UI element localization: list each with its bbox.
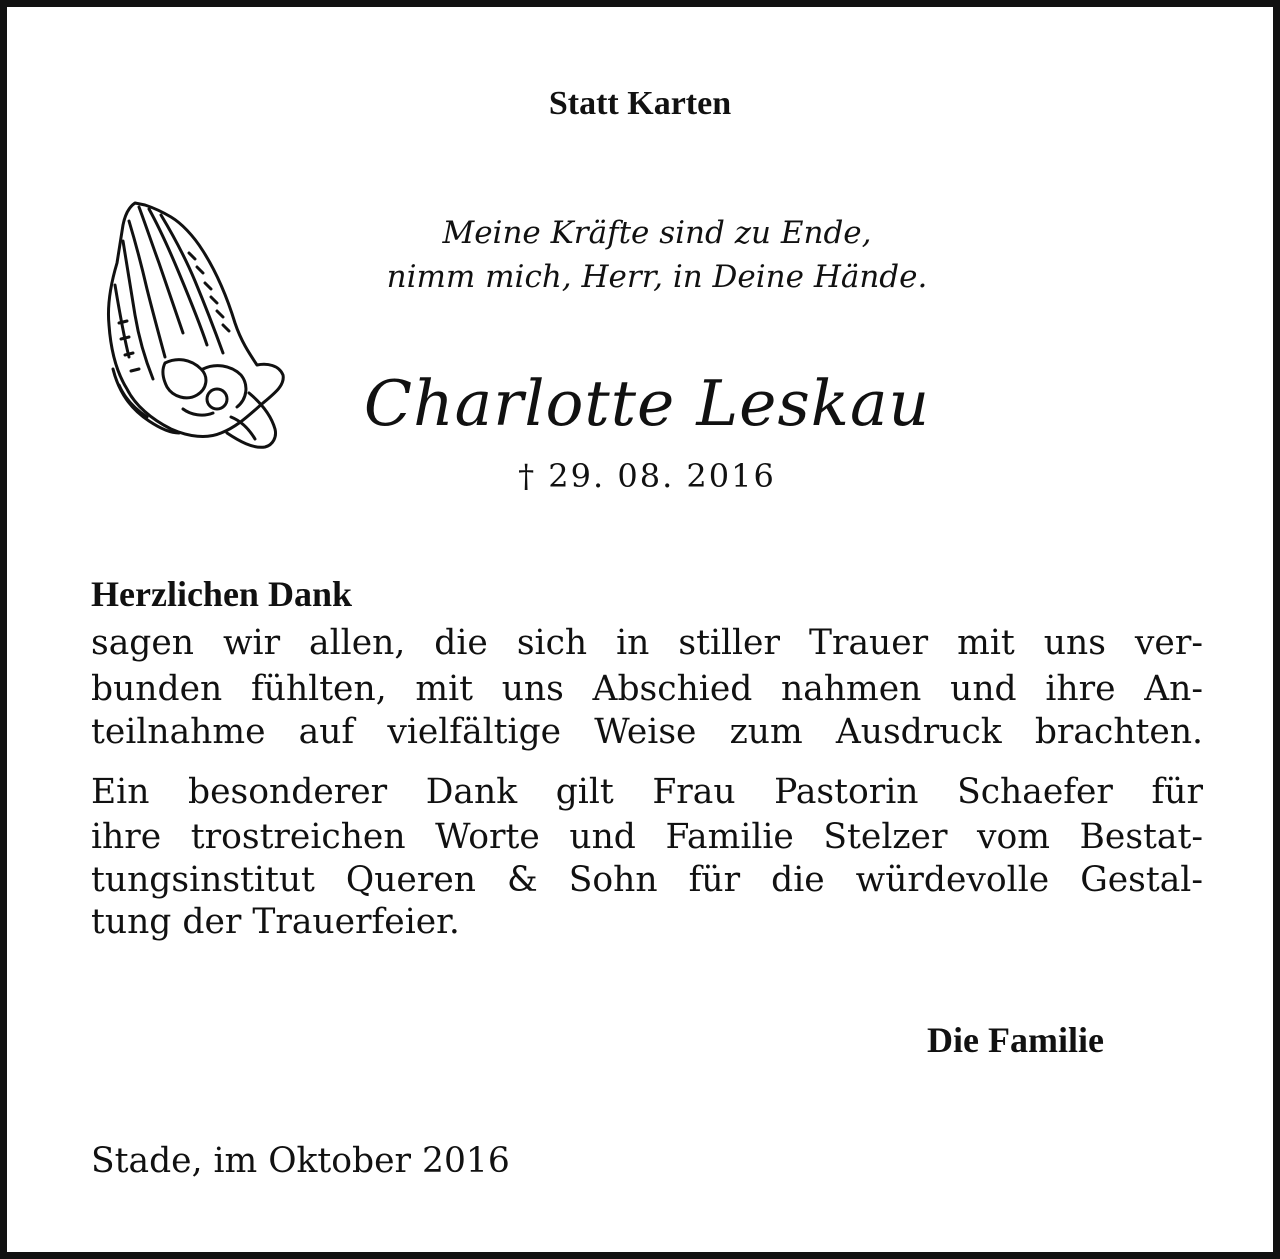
thanks-paragraph-1-line-1: sagen wir allen, die sich in stiller Trauer mit uns ver- [91, 623, 1203, 663]
thanks-paragraph-2-line-2: ihre trostreichen Worte und Familie Stelzer vom Bestat- [91, 817, 1203, 857]
death-date: † 29. 08. 2016 [518, 457, 776, 495]
thanks-paragraph-1-line-3: teilnahme auf vielfältige Weise zum Ausdruck brachten. [91, 712, 1203, 752]
thanks-paragraph-1-line-2: bunden fühlten, mit uns Abschied nahmen und ihre An- [91, 669, 1203, 709]
notice-header: Statt Karten [548, 85, 732, 122]
thanks-heading: Herzlichen Dank [91, 574, 352, 614]
thanks-paragraph-2-line-1: Ein besonderer Dank gilt Frau Pastorin Schaefer für [91, 772, 1203, 812]
thanks-paragraph-2-line-3: tungsinstitut Queren & Sohn für die würdevolle Gestal- [91, 860, 1203, 900]
thanks-paragraph-2-line-4: tung der Trauerfeier. [91, 902, 460, 942]
place-and-date: Stade, im Oktober 2016 [91, 1141, 510, 1181]
deceased-name: Charlotte Leskau [363, 367, 931, 440]
praying-hands-icon [99, 193, 289, 455]
signature: Die Familie [927, 1020, 1104, 1060]
verse-line-1: Meine Kräfte sind zu Ende, [442, 215, 872, 251]
verse-line-2: nimm mich, Herr, in Deine Hände. [386, 259, 928, 295]
